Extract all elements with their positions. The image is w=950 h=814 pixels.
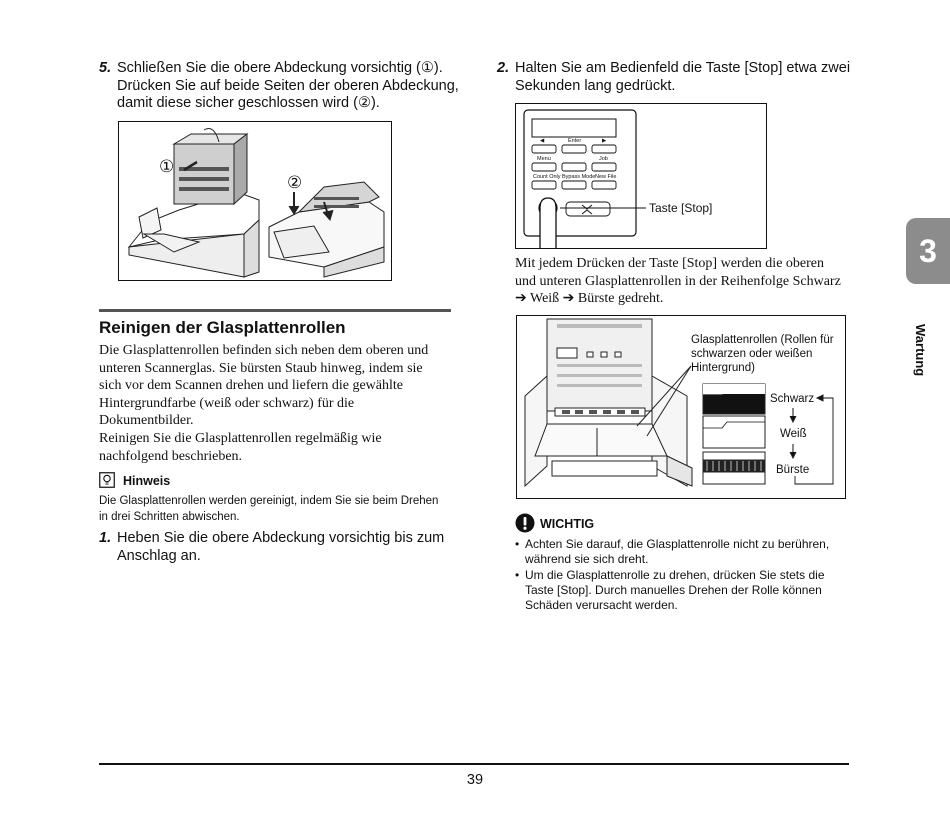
right-arrow-label: ▶ xyxy=(602,138,607,144)
step-number: 5. xyxy=(99,60,112,76)
roller-drawing xyxy=(517,316,845,498)
count-only-label: Count Only xyxy=(533,174,561,180)
warning-line: Um die Glasplattenrolle zu drehen, drücken Sie stets die xyxy=(525,567,825,582)
body-line: Die Glasplattenrollen befinden sich neben dem oberen und xyxy=(99,343,429,358)
callout-2-label: ② xyxy=(287,173,303,192)
step-text-line: Anschlag an. xyxy=(117,547,201,564)
step-text-line: Sekunden lang gedrückt. xyxy=(515,77,676,94)
warning-list xyxy=(515,537,855,613)
step-text-line: Drücken Sie auf beide Seiten der oberen Abdeckung, xyxy=(117,77,459,94)
step-text-line: Schließen Sie die obere Abdeckung vorsichtig (①). xyxy=(117,60,443,76)
schwarz-label: Schwarz xyxy=(770,393,815,405)
note-heading: Hinweis xyxy=(123,474,171,488)
roller-illustration xyxy=(516,315,846,499)
roller-label-line: schwarzen oder weißen xyxy=(691,348,813,360)
body-line: sich vor dem Scannen drehen und liefern die gewählte xyxy=(99,378,404,394)
callout-1-label: ① xyxy=(159,157,175,176)
section-divider xyxy=(99,309,451,312)
control-panel-illustration xyxy=(515,103,767,249)
stop-button-label: Taste [Stop] xyxy=(649,201,713,215)
step-text-line: Heben Sie die obere Abdeckung vorsichtig bis zum xyxy=(117,530,445,546)
step-number: 2. xyxy=(497,60,510,76)
note-box xyxy=(99,472,459,528)
step-text-line: damit diese sicher geschlossen wird (②). xyxy=(117,95,380,111)
note-line: Die Glasplattenrollen werden gereinigt, indem Sie sie beim Drehen xyxy=(99,495,439,507)
control-panel-drawing xyxy=(516,104,766,248)
warning-heading: WICHTIG xyxy=(540,517,595,531)
job-label: Job xyxy=(599,156,608,162)
buerste-label: Bürste xyxy=(776,464,810,476)
chapter-label: Wartung xyxy=(913,324,928,377)
section-title: Reinigen der Glasplattenrollen xyxy=(99,318,346,337)
left-arrow-label: ◀ xyxy=(540,138,545,144)
body-line: Mit jedem Drücken der Taste [Stop] werden die oberen xyxy=(515,256,824,271)
warning-line: während sie sich dreht. xyxy=(525,552,649,567)
page-number: 39 xyxy=(466,772,484,788)
body-line: nachfolgend beschrieben. xyxy=(99,448,243,464)
warning-item xyxy=(515,537,855,568)
note-line: in drei Schritten abwischen. xyxy=(99,511,240,523)
section-body xyxy=(99,342,459,465)
body-line: Hintergrundfarbe (weiß oder schwarz) für die xyxy=(99,395,355,411)
warning-line: Taste [Stop]. Durch manuelles Drehen der Rolle können xyxy=(525,582,822,597)
exclamation-icon xyxy=(515,513,535,538)
new-file-label: New File xyxy=(595,174,617,180)
step-2 xyxy=(497,60,857,96)
step-number: 1. xyxy=(99,530,112,546)
weiss-label: Weiß xyxy=(780,428,807,440)
body-line: und unteren Glasplattenrollen in der Reihenfolge Schwarz xyxy=(515,273,841,289)
roller-label-line: Hintergrund) xyxy=(691,362,755,374)
warning-line: Achten Sie darauf, die Glasplattenrolle nicht zu berühren, xyxy=(525,537,830,551)
after-step-text xyxy=(515,255,855,308)
chapter-tab xyxy=(906,218,950,284)
note-text xyxy=(99,493,459,525)
step-1 xyxy=(99,530,459,566)
lightbulb-icon xyxy=(99,472,115,493)
scanner-cover-drawing xyxy=(119,122,391,280)
step-5 xyxy=(99,60,459,114)
warning-line: Schäden verursacht werden. xyxy=(525,598,678,613)
scanner-cover-illustration xyxy=(118,121,392,281)
enter-label: Enter xyxy=(568,138,582,144)
warning-item xyxy=(515,568,855,614)
chapter-number: 3 xyxy=(919,233,937,269)
bullet: • xyxy=(515,567,520,582)
roller-label-line: Glasplattenrollen (Rollen für xyxy=(691,334,834,346)
step-text-line: Halten Sie am Bedienfeld die Taste [Stop] etwa zwei xyxy=(515,60,851,76)
bullet: • xyxy=(515,537,520,551)
body-line: Reinigen Sie die Glasplattenrollen regelmäßig wie xyxy=(99,430,382,446)
body-line: ➔ Weiß ➔ Bürste gedreht. xyxy=(515,291,664,307)
footer-divider xyxy=(99,763,849,765)
body-line: Dokumentbilder. xyxy=(99,413,194,429)
warning-box xyxy=(515,513,855,617)
body-line: unteren Scannerglas. Sie bürsten Staub hinweg, indem sie xyxy=(99,360,423,376)
menu-label: Menu xyxy=(537,156,551,162)
bypass-mode-label: Bypass Mode xyxy=(562,174,596,180)
